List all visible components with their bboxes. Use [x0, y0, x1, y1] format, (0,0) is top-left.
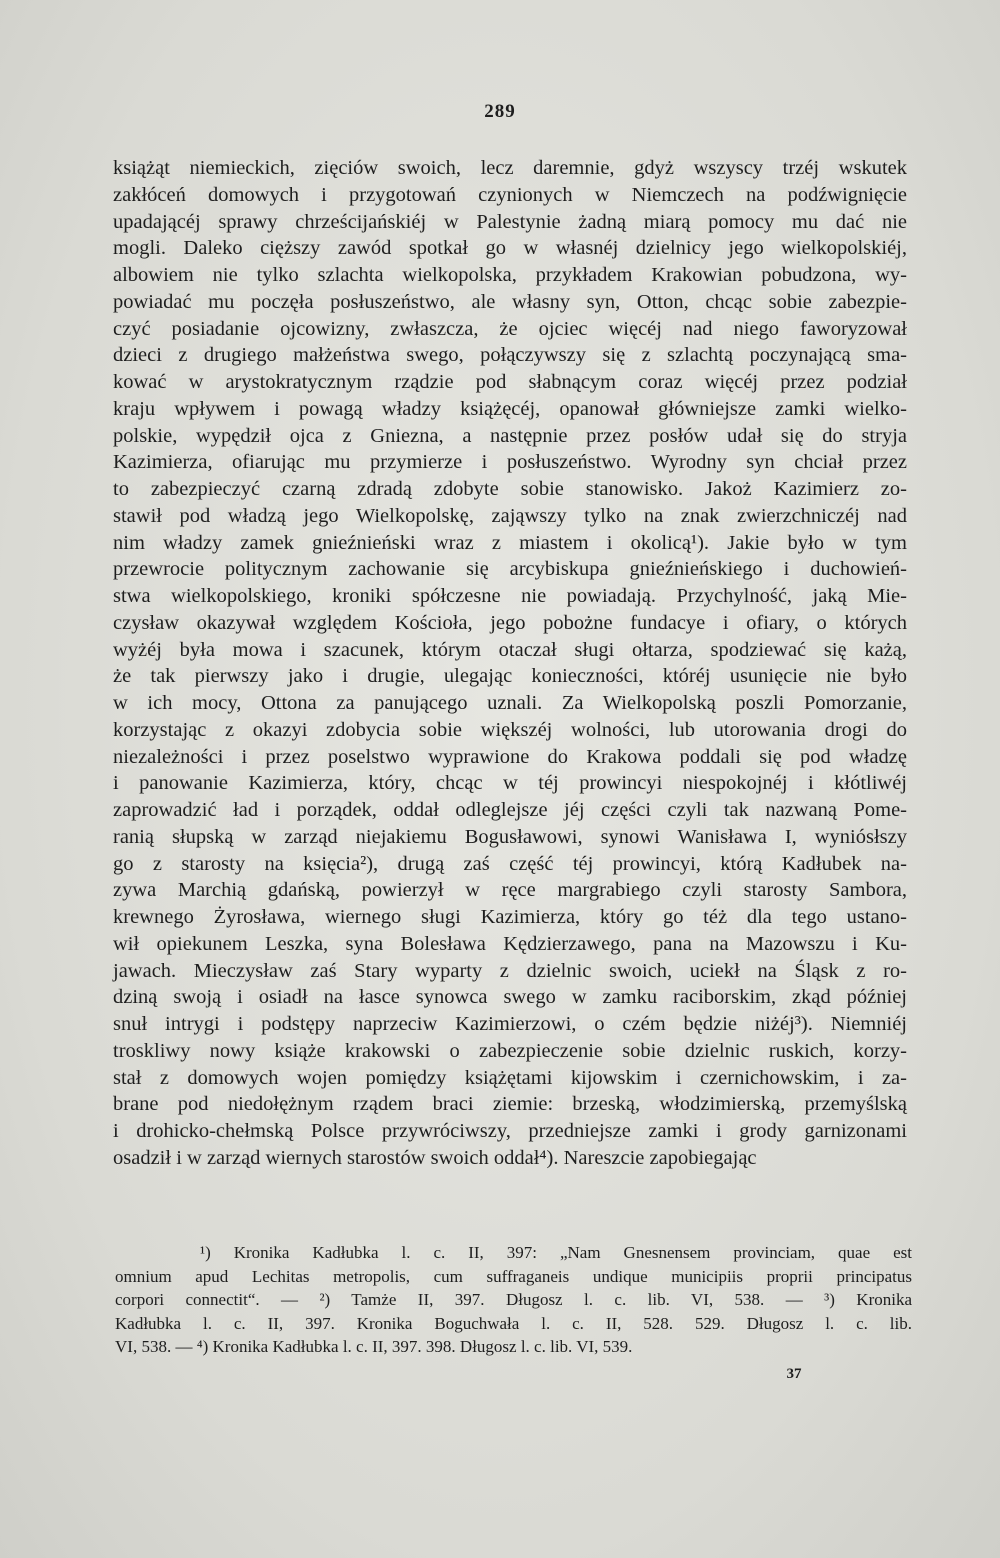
text-line: zaprowadzić ład i porządek, oddał odleglejsze jéj części czyli tak nazwaną Pome-	[113, 799, 907, 821]
text-line: zywa Marchią gdańską, powierzył w ręce margrabiego czyli starosty Sambora,	[113, 879, 907, 902]
footnote-line: VI, 538. — ⁴) Kronika Kadłubka l. c. II, 397. 398. Długosz l. c. lib. VI, 539.	[115, 1337, 633, 1356]
text-line: nim władzy zamek gnieźnieński wraz z miastem i okolicą¹). Jakie było w tym	[113, 531, 907, 554]
text-line: dzieci z drugiego małżeństwa swego, połączywszy się z szlachtą poczynającą sma-	[113, 344, 907, 367]
footnotes	[115, 1241, 912, 1359]
text-line: brane pod niedołężnym rządem braci ziemie: brzeską, włodzimierską, przemyślską	[113, 1093, 907, 1116]
page-number: 289	[484, 101, 516, 122]
text-line: wił opiekunem Leszka, syna Bolesława Kędzierzawego, pana na Mazowszu i Ku-	[113, 932, 907, 955]
printer-signature-mark: 37	[786, 1366, 802, 1382]
text-line: Kazimierza, ofiarując mu przymierze i posłuszeństwo. Wyrodny syn chciał przez	[113, 451, 907, 474]
footnote-line: Kadłubka l. c. II, 397. Kronika Boguchwała l. c. II, 528. 529. Długosz l. c. lib.	[115, 1313, 912, 1333]
text-line: stawił pod władzą jego Wielkopolskę, zająwszy tylko na znak zwierzchniczéj nad	[113, 504, 907, 527]
text-line: w ich mocy, Ottona za panującego uznali. Za Wielkopolską poszli Pomorzanie,	[113, 692, 907, 714]
main-text	[113, 155, 907, 1172]
text-line: ranią słupską w zarząd niejakiemu Bogusławowi, synowi Wanisława I, wyniósłszy	[113, 825, 907, 848]
text-line: że tak pierwszy jako i drugie, ulegając konieczności, któréj usunięcie nie było	[113, 665, 907, 688]
text-line: kować w arystokratycznym rządzie pod słabnącym coraz więcéj przez podział	[113, 371, 907, 393]
text-line: jawach. Mieczysław zaś Stary wyparty z dzielnic swoich, uciekł na Śląsk z ro-	[113, 959, 907, 982]
text-line: wyżéj była mowa i szacunek, którym otaczał sługi ołtarza, spodziewać się każą,	[113, 638, 907, 661]
text-line: snuł intrygi i podstępy naprzeciw Kazimierzowi, o czém będzie niżéj³). Niemniéj	[113, 1013, 907, 1035]
text-line: przewrocie politycznym zachowanie się arcybiskupa gnieźnieńskiego i duchowień-	[113, 558, 907, 581]
text-line: i panowanie Kazimierza, który, chcąc w téj prowincyi niespokojnéj i kłótliwéj	[113, 772, 907, 795]
text-line: kraju wpływem i powagą władzy książęcéj, opanował główniejsze zamki wielko-	[113, 397, 907, 420]
text-line: książąt niemieckich, zięciów swoich, lecz daremnie, gdyż wszyscy trzéj wskutek	[113, 157, 907, 179]
footnote-line: omnium apud Lechitas metropolis, cum suffraganeis undique municipiis proprii principatus	[115, 1266, 912, 1286]
footnote-line: ¹) Kronika Kadłubka l. c. II, 397: „Nam Gnesnensem provinciam, quae est	[200, 1243, 912, 1262]
text-line: albowiem nie tylko szlachta wielkopolska, przykładem Krakowian pobudzona, wy-	[113, 264, 907, 286]
text-line: i drohicko-chełmską Polsce przywróciwszy, przedniejsze zamki i grody garnizonami	[113, 1120, 907, 1142]
text-line: niezależności i przez poselstwo wyprawione do Krakowa poddali się pod władzę	[113, 745, 907, 768]
text-line: troskliwy nowy książe krakowski o zabezpieczenie sobie dzielnic ruskich, korzy-	[113, 1039, 907, 1062]
text-line: dziną swoją i osiadł na łasce synowca swego w zamku raciborskim, zkąd później	[113, 986, 907, 1009]
text-line: to zabezpieczyć czarną zdradą zdobyte sobie stanowisko. Jakoż Kazimierz zo-	[113, 478, 907, 500]
text-line: powiadać mu poczęła posłuszeństwo, ale własny syn, Otton, chcąc sobie zabezpie-	[113, 290, 907, 313]
text-line: mogli. Daleko cięższy zawód spotkał go w własnéj dzielnicy jego wielkopolskiéj,	[113, 237, 907, 260]
text-line: polskie, wypędził ojca z Gniezna, a następnie przez posłów udał się do stryja	[113, 424, 907, 447]
text-line: stwa wielkopolskiego, kroniki spółczesne nie powiadają. Przychylność, jaką Mie-	[113, 585, 907, 607]
footnote-line: corpori connectit“. — ²) Tamże II, 397. Długosz l. c. lib. VI, 538. — ³) Kronika	[115, 1290, 912, 1309]
text-line: stał z domowych wojen pomiędzy książętami kijowskim i czernichowskim, i za-	[113, 1066, 907, 1089]
text-line: upadającéj sprawy chrześcijańskiéj w Palestynie żadną miarą pomocy mu dać nie	[113, 210, 907, 233]
text-line: krewnego Żyrosława, wiernego sługi Kazimierza, który go téż dla tego ustano-	[113, 906, 907, 928]
text-line: czysław okazywał względem Kościoła, jego pobożne fundacye i ofiary, o których	[113, 611, 907, 634]
text-line: korzystając z okazyi zdobycia sobie większéj wolności, lub utorowania drogi do	[113, 718, 907, 741]
text-line: go z starosty na księcia²), drugą zaś część téj prowincyi, którą Kadłubek na-	[113, 852, 907, 875]
text-line: zakłóceń domowych i przygotowań czynionych w Niemczech na podźwignięcie	[113, 183, 907, 206]
text-line: osadził i w zarząd wiernych starostów swoich oddał⁴). Nareszcie zapobiegając	[113, 1146, 757, 1169]
text-line: czyć posiadanie ojcowizny, zwłaszcza, że ojciec więcéj nad niego faworyzował	[113, 317, 907, 340]
